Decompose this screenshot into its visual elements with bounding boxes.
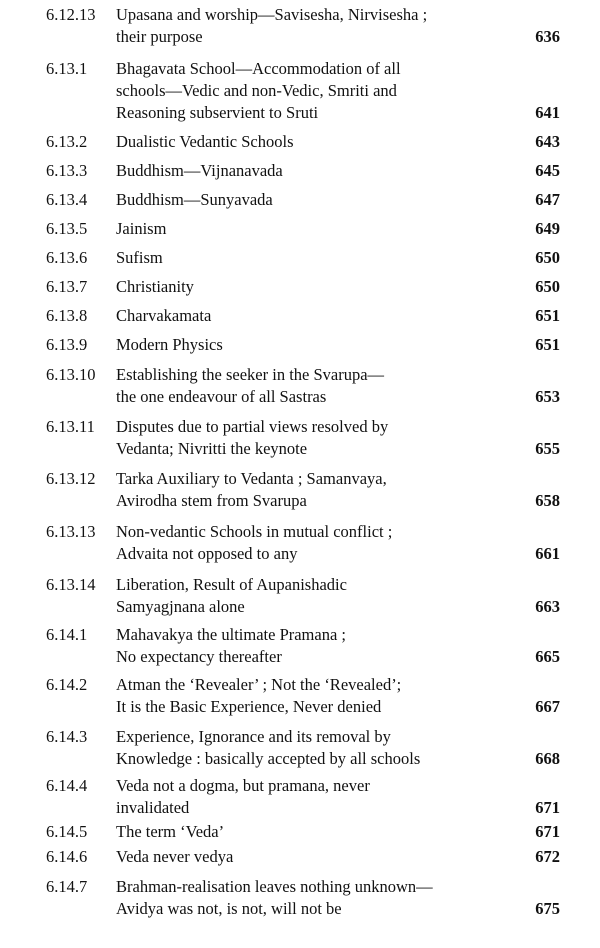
page-number: 653 <box>535 387 560 406</box>
section-title-line: Liberation, Result of Aupanishadic <box>116 575 347 594</box>
page-number: 671 <box>535 822 560 841</box>
toc-entry <box>0 364 600 408</box>
section-number: 6.13.8 <box>46 306 88 325</box>
section-number: 6.13.12 <box>46 469 96 488</box>
page-number: 671 <box>535 798 560 817</box>
toc-entry <box>0 624 600 668</box>
page-number: 655 <box>535 439 560 458</box>
page-number: 647 <box>535 190 560 209</box>
section-title <box>116 674 516 718</box>
toc-entry <box>0 4 600 48</box>
page-number: 668 <box>535 749 560 768</box>
section-title-line: Mahavakya the ultimate Pramana ; <box>116 625 347 644</box>
section-title <box>116 876 516 920</box>
section-number: 6.14.7 <box>46 877 88 896</box>
section-number: 6.14.4 <box>46 776 88 795</box>
toc-entry <box>0 674 600 718</box>
section-title-line: Christianity <box>116 277 194 296</box>
section-number: 6.13.4 <box>46 190 88 209</box>
section-title-line: Buddhism—Vijnanavada <box>116 161 283 180</box>
section-title-line: Veda not a dogma, but pramana, never <box>116 776 370 795</box>
page-number: 663 <box>535 597 560 616</box>
section-number: 6.13.2 <box>46 132 88 151</box>
section-title-line: the one endeavour of all Sastras <box>116 387 327 406</box>
section-title-line: Atman the ‘Revealer’ ; Not the ‘Revealed’; <box>116 675 402 694</box>
toc-entry <box>0 876 600 920</box>
page-number: 675 <box>535 899 560 918</box>
page-number: 636 <box>535 27 560 46</box>
toc-entry <box>0 775 600 819</box>
section-title-line: Establishing the seeker in the Svarupa— <box>116 365 385 384</box>
section-title <box>116 189 516 211</box>
section-title <box>116 416 516 460</box>
section-title-line: The term ‘Veda’ <box>116 822 225 841</box>
section-title <box>116 4 516 48</box>
section-title <box>116 775 516 819</box>
section-title <box>116 305 516 327</box>
page-number: 649 <box>535 219 560 238</box>
section-title-line: Knowledge : basically accepted by all schools <box>116 749 421 768</box>
page-number: 651 <box>535 335 560 354</box>
section-title-line: It is the Basic Experience, Never denied <box>116 697 382 716</box>
section-title-line: Advaita not opposed to any <box>116 544 298 563</box>
section-title-line: Avidya was not, is not, will not be <box>116 899 342 918</box>
page-number: 651 <box>535 306 560 325</box>
section-number: 6.14.5 <box>46 822 88 841</box>
section-title-line: schools—Vedic and non-Vedic, Smriti and <box>116 81 397 100</box>
section-number: 6.13.14 <box>46 575 96 594</box>
section-number: 6.13.6 <box>46 248 88 267</box>
page-number: 645 <box>535 161 560 180</box>
section-title-line: Experience, Ignorance and its removal by <box>116 727 391 746</box>
page-number: 658 <box>535 491 560 510</box>
section-title <box>116 218 516 240</box>
section-title <box>116 726 516 770</box>
section-title-line: Charvakamata <box>116 306 212 325</box>
section-title-line: Vedanta; Nivritti the keynote <box>116 439 308 458</box>
section-title-line: Jainism <box>116 219 167 238</box>
section-title <box>116 846 516 868</box>
toc-entry <box>0 160 600 182</box>
section-number: 6.14.1 <box>46 625 88 644</box>
section-title <box>116 574 516 618</box>
section-number: 6.13.11 <box>46 417 95 436</box>
toc-entry <box>0 189 600 211</box>
section-number: 6.12.13 <box>46 5 96 24</box>
page-number: 672 <box>535 847 560 866</box>
section-title-line: Sufism <box>116 248 163 267</box>
section-title <box>116 521 516 565</box>
toc-entry <box>0 247 600 269</box>
toc-entry <box>0 846 600 868</box>
section-number: 6.13.5 <box>46 219 88 238</box>
section-title <box>116 276 516 298</box>
section-number: 6.13.1 <box>46 59 88 78</box>
section-title-line: Avirodha stem from Svarupa <box>116 491 307 510</box>
section-number: 6.13.10 <box>46 365 96 384</box>
toc-entry <box>0 218 600 240</box>
section-number: 6.13.3 <box>46 161 88 180</box>
page-number: 665 <box>535 647 560 666</box>
toc-entry <box>0 276 600 298</box>
page-number: 650 <box>535 277 560 296</box>
section-title <box>116 58 516 124</box>
section-title-line: Samyagjnana alone <box>116 597 245 616</box>
toc-entry <box>0 521 600 565</box>
toc-entry <box>0 726 600 770</box>
toc-entry <box>0 58 600 124</box>
page-number: 641 <box>535 103 560 122</box>
section-number: 6.13.9 <box>46 335 88 354</box>
section-title <box>116 160 516 182</box>
section-title <box>116 131 516 153</box>
section-number: 6.13.7 <box>46 277 88 296</box>
section-title <box>116 364 516 408</box>
section-title-line: Modern Physics <box>116 335 223 354</box>
toc-entry <box>0 574 600 618</box>
toc-entry <box>0 334 600 356</box>
section-title-line: Veda never vedya <box>116 847 234 866</box>
page-number: 661 <box>535 544 560 563</box>
section-title <box>116 334 516 356</box>
section-number: 6.13.13 <box>46 522 96 541</box>
toc-entry <box>0 821 600 843</box>
toc-entry <box>0 131 600 153</box>
toc-entry <box>0 305 600 327</box>
section-title-line: Brahman-realisation leaves nothing unknown— <box>116 877 433 896</box>
section-title-line: Reasoning subservient to Sruti <box>116 103 319 122</box>
section-title-line: Upasana and worship—Savisesha, Nirvisesha ; <box>116 5 428 24</box>
section-title-line: invalidated <box>116 798 190 817</box>
section-title-line: Tarka Auxiliary to Vedanta ; Samanvaya, <box>116 469 387 488</box>
section-title-line: Bhagavata School—Accommodation of all <box>116 59 401 78</box>
section-title <box>116 624 516 668</box>
section-title-line: No expectancy thereafter <box>116 647 282 666</box>
section-title-line: their purpose <box>116 27 203 46</box>
section-title-line: Buddhism—Sunyavada <box>116 190 273 209</box>
section-number: 6.14.3 <box>46 727 88 746</box>
section-title <box>116 468 516 512</box>
toc-entry <box>0 416 600 460</box>
section-title-line: Non-vedantic Schools in mutual conflict ; <box>116 522 393 541</box>
section-number: 6.14.2 <box>46 675 88 694</box>
page-number: 650 <box>535 248 560 267</box>
section-title <box>116 821 516 843</box>
page-number: 667 <box>535 697 560 716</box>
toc-entry <box>0 468 600 512</box>
section-number: 6.14.6 <box>46 847 88 866</box>
section-title-line: Dualistic Vedantic Schools <box>116 132 294 151</box>
section-title-line: Disputes due to partial views resolved by <box>116 417 389 436</box>
page-number: 643 <box>535 132 560 151</box>
section-title <box>116 247 516 269</box>
